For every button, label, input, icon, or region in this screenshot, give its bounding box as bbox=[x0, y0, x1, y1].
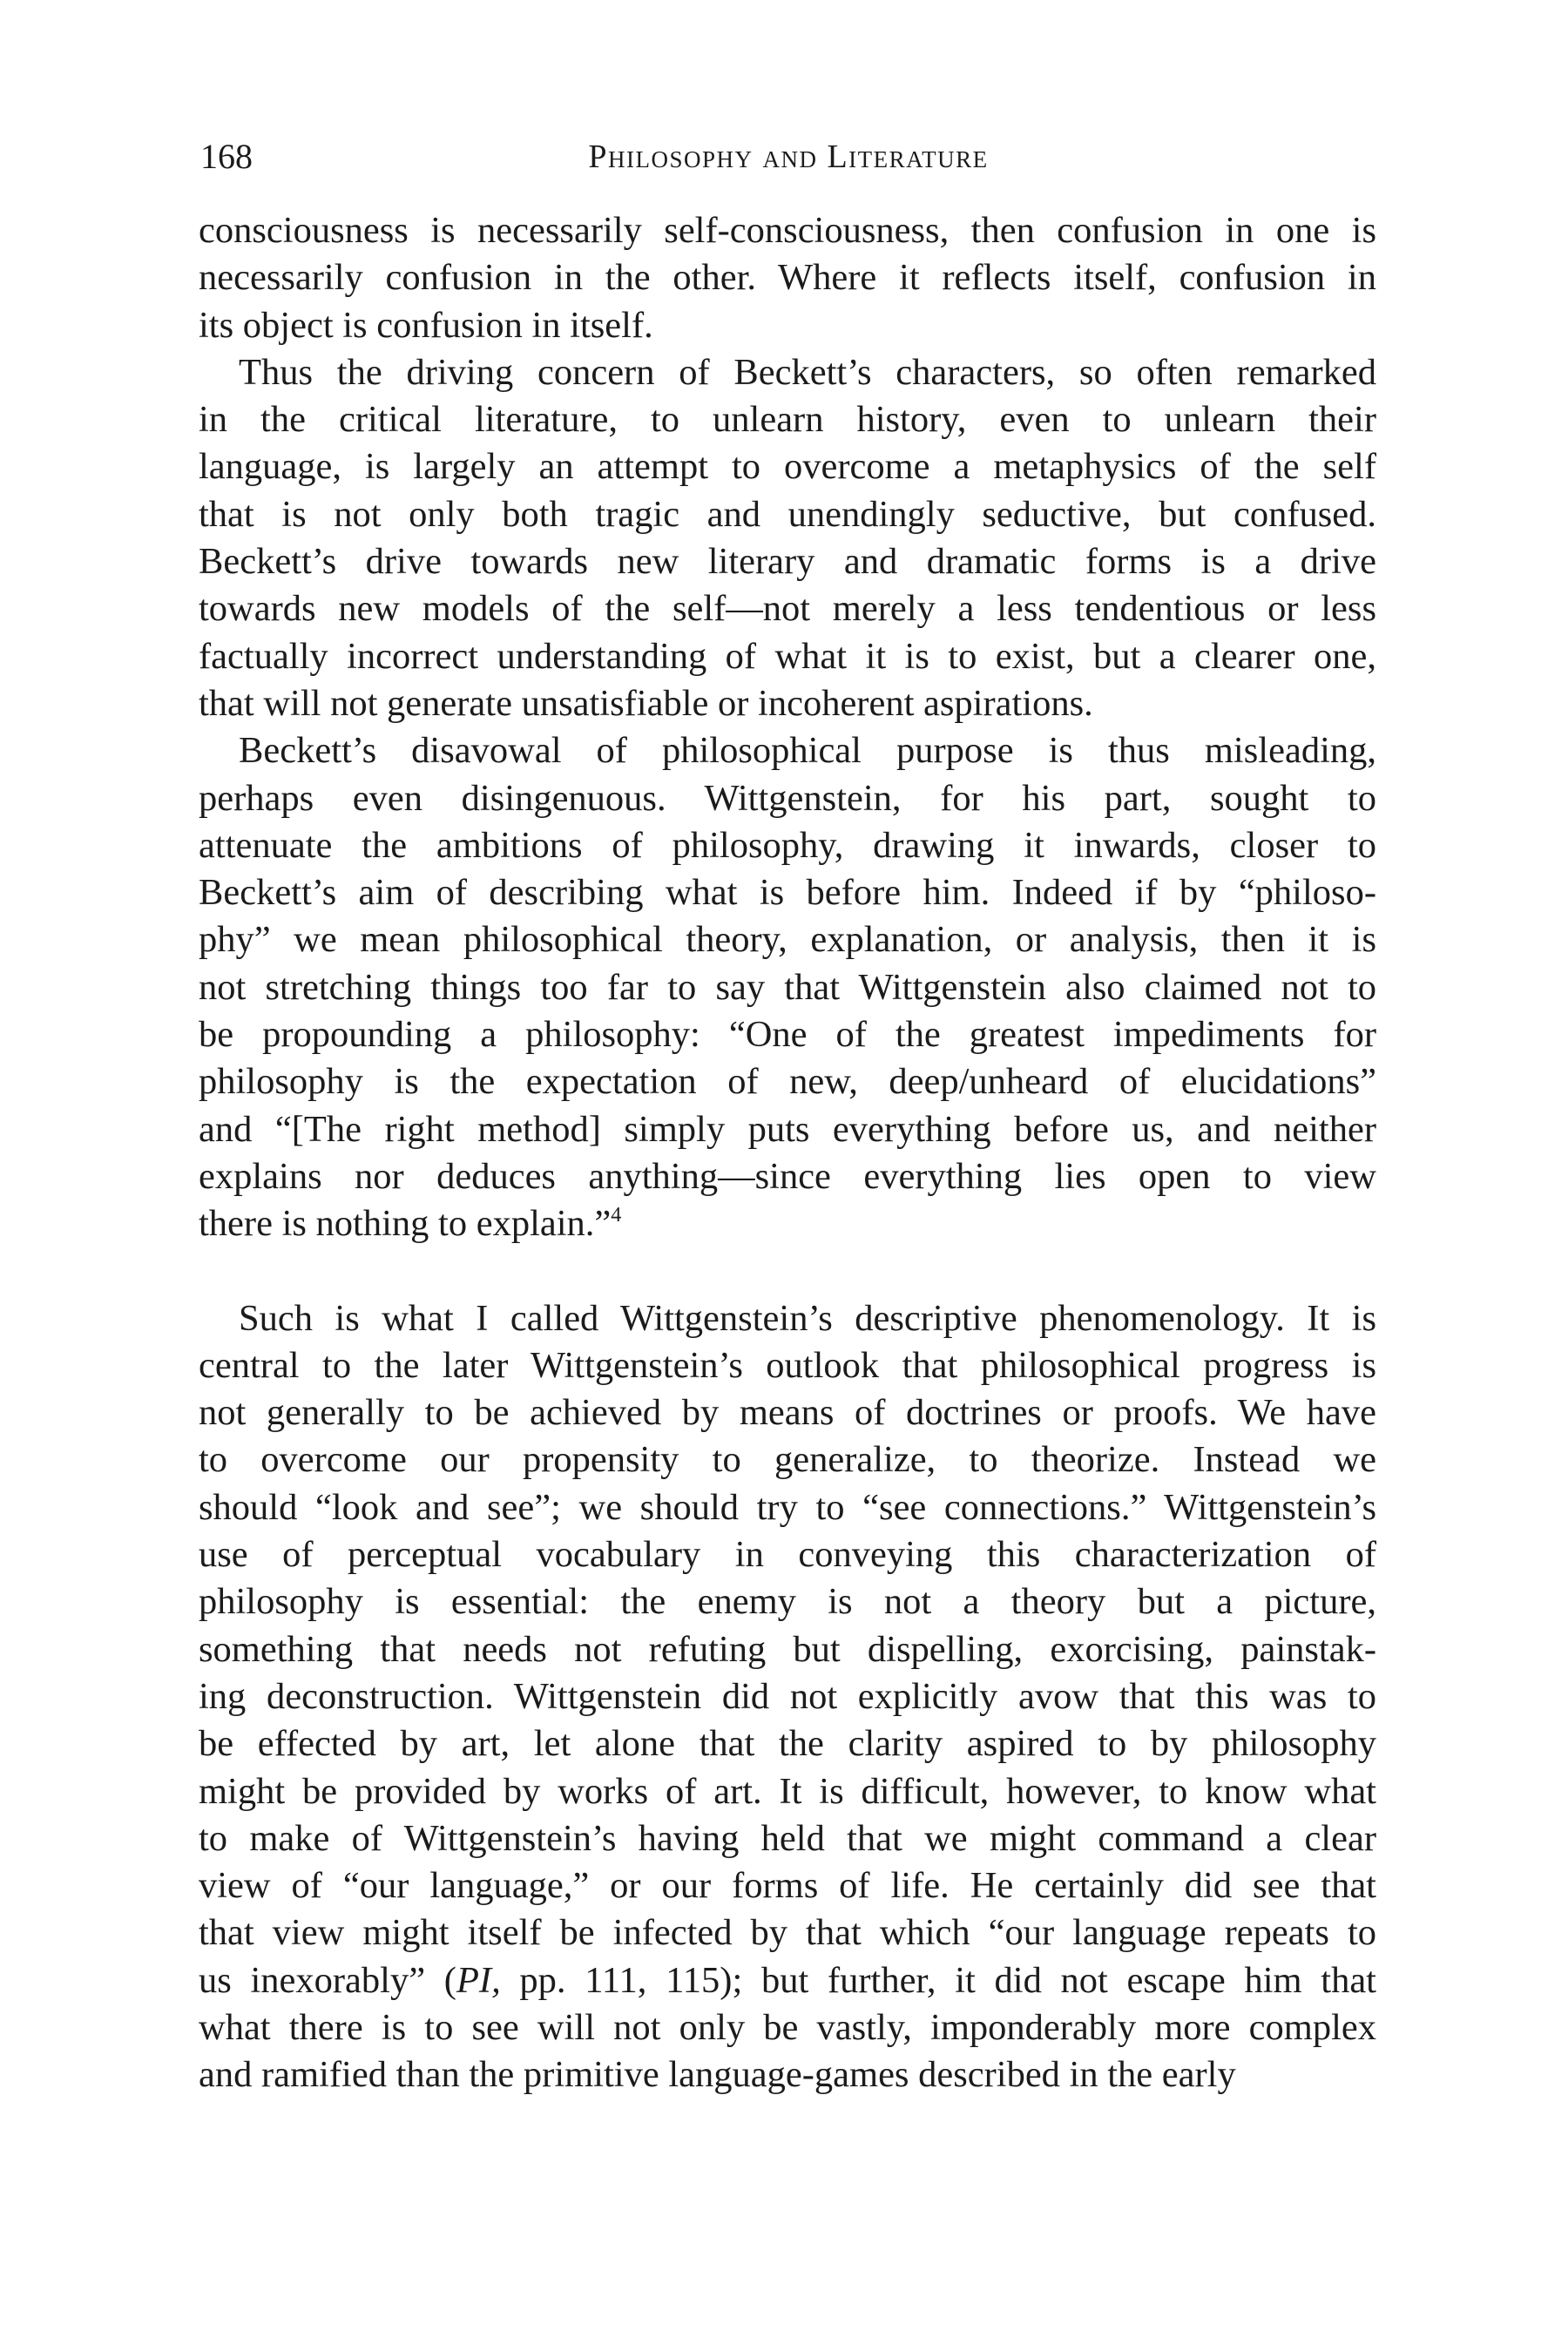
text-line: its object is confusion in itself. bbox=[199, 304, 653, 346]
text-line: not generally to be achieved by means of doctrines or proofs. We have bbox=[199, 1392, 1376, 1434]
footnote-marker[interactable]: 4 bbox=[611, 1204, 622, 1227]
text-line: use of perceptual vocabulary in conveying this characterization of bbox=[199, 1534, 1376, 1576]
text-line: that is not only both tragic and unendingly seductive, but confused. bbox=[199, 493, 1376, 535]
text-line: there is nothing to explain.”$^4$ bbox=[199, 1203, 622, 1245]
text-line: philosophy is essential: the enemy is not a theory but a picture, bbox=[199, 1581, 1376, 1623]
text-line: Beckett’s aim of describing what is before him. Indeed if by “philoso- bbox=[199, 872, 1376, 914]
text-line: Beckett’s disavowal of philosophical purpose is thus misleading, bbox=[239, 730, 1376, 772]
text-line: be propounding a philosophy: “One of the greatest impediments for bbox=[199, 1014, 1376, 1056]
text-line: Such is what I called Wittgenstein’s descriptive phenomenology. It is bbox=[239, 1297, 1376, 1339]
text-line: not stretching things too far to say that Wittgenstein also claimed not to bbox=[199, 966, 1376, 1008]
text-line: explains nor deduces anything—since everything lies open to view bbox=[199, 1155, 1376, 1197]
text-line: us inexorably” (PI, pp. 111, 115); but further, it did not escape him that bbox=[199, 1959, 1376, 2001]
page-number: 168 bbox=[200, 137, 253, 176]
text-line: perhaps even disingenuous. Wittgenstein, for his part, sought to bbox=[199, 777, 1376, 819]
text-line: might be provided by works of art. It is difficult, however, to know what bbox=[199, 1770, 1376, 1812]
running-title: Philosophy and Literature bbox=[588, 139, 989, 175]
text-line: view of “our language,” or our forms of life. He certainly did see that bbox=[199, 1865, 1376, 1907]
text-line: towards new models of the self—not merely a less tendentious or less bbox=[199, 588, 1376, 630]
text-line: Beckett’s drive towards new literary and dramatic forms is a drive bbox=[199, 541, 1376, 583]
text-line: phy” we mean philosophical theory, explanation, or analysis, then it is bbox=[199, 919, 1376, 961]
text-line: should “look and see”; we should try to “see connections.” Wittgenstein’s bbox=[199, 1486, 1376, 1528]
paragraph bbox=[199, 1295, 1376, 2099]
text-line: what there is to see will not only be vastly, imponderably more complex bbox=[199, 2006, 1376, 2048]
italic-citation: PI, bbox=[456, 1959, 501, 2001]
text-line: and ramified than the primitive language-games described in the early bbox=[199, 2054, 1236, 2096]
text-line: attenuate the ambitions of philosophy, drawing it inwards, closer to bbox=[199, 824, 1376, 866]
paragraph bbox=[199, 727, 1376, 1247]
text-line: Thus the driving concern of Beckett’s characters, so often remarked bbox=[239, 351, 1376, 393]
text-line: to overcome our propensity to generalize, to theorize. Instead we bbox=[199, 1439, 1376, 1481]
text-line: philosophy is the expectation of new, deep/unheard of elucidations” bbox=[199, 1061, 1376, 1103]
text-line: something that needs not refuting but dispelling, exorcising, painstak- bbox=[199, 1628, 1376, 1670]
section-break bbox=[199, 1248, 1376, 1295]
body-text bbox=[199, 207, 1376, 2099]
text-line: necessarily confusion in the other. Where it reflects itself, confusion in bbox=[199, 257, 1376, 299]
text-line: be effected by art, let alone that the clarity aspired to by philosophy bbox=[199, 1723, 1376, 1765]
text-line: that view might itself be infected by that which “our language repeats to bbox=[199, 1912, 1376, 1954]
text-line: consciousness is necessarily self-consciousness, then confusion in one is bbox=[199, 210, 1376, 251]
text-line: ing deconstruction. Wittgenstein did not explicitly avow that this was to bbox=[199, 1675, 1376, 1717]
text-line: that will not generate unsatisfiable or incoherent aspirations. bbox=[199, 682, 1093, 724]
text-line: central to the later Wittgenstein’s outlook that philosophical progress is bbox=[199, 1344, 1376, 1386]
paragraph bbox=[199, 349, 1376, 727]
paragraph bbox=[199, 207, 1376, 349]
text-line: to make of Wittgenstein’s having held that we might command a clear bbox=[199, 1817, 1376, 1859]
running-head bbox=[200, 131, 1376, 183]
text-line: language, is largely an attempt to overcome a metaphysics of the self bbox=[199, 446, 1376, 488]
text-line: factually incorrect understanding of what it is to exist, but a clearer one, bbox=[199, 635, 1376, 677]
text-line: in the critical literature, to unlearn history, even to unlearn their bbox=[199, 399, 1376, 441]
text-line: and “[The right method] simply puts everything before us, and neither bbox=[199, 1108, 1376, 1150]
